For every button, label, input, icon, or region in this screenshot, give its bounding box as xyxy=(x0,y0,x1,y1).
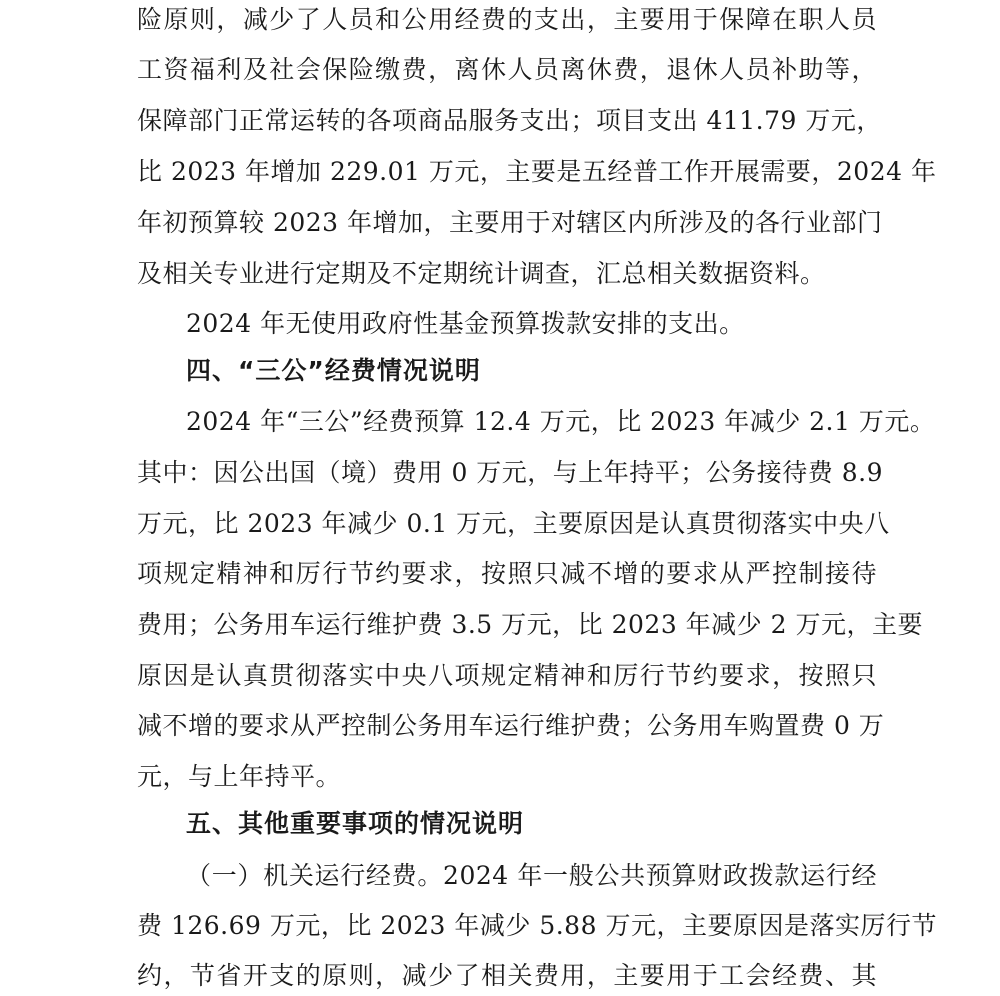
paragraph-line: 元，与上年持平。 xyxy=(137,762,342,791)
paragraph-line: 年初预算较 2023 年增加，主要用于对辖区内所涉及的各行业部门 xyxy=(137,208,883,237)
paragraph-line: 保障部门正常运转的各项商品服务支出；项目支出 411.79 万元， xyxy=(137,106,882,135)
paragraph-line: 项规定精神和厉行节约要求，按照只减不增的要求从严控制接待 xyxy=(137,559,877,588)
paragraph-line: 2024 年无使用政府性基金预算拨款安排的支出。 xyxy=(186,309,745,338)
paragraph-line: 及相关专业进行定期及不定期统计调查，汇总相关数据资料。 xyxy=(137,259,826,288)
paragraph-line: 工资福利及社会保险缴费，离休人员离休费，退休人员补助等， xyxy=(137,55,877,84)
paragraph-line: 比 2023 年增加 229.01 万元，主要是五经普工作开展需要，2024 年 xyxy=(137,157,937,186)
paragraph-line: 费用；公务用车运行维护费 3.5 万元，比 2023 年减少 2 万元，主要 xyxy=(137,610,923,639)
paragraph-line: 约，节省开支的原则，减少了相关费用，主要用于工会经费、其 xyxy=(137,961,877,990)
paragraph-line: 万元，比 2023 年减少 0.1 万元，主要原因是认真贯彻落实中央八 xyxy=(137,509,890,538)
section-heading: 五、其他重要事项的情况说明 xyxy=(186,809,525,838)
paragraph-line: 原因是认真贯彻落实中央八项规定精神和厉行节约要求，按照只 xyxy=(137,661,877,690)
section-heading: 四、“三公”经费情况说明 xyxy=(186,356,481,385)
paragraph-line: 费 126.69 万元，比 2023 年减少 5.88 万元，主要原因是落实厉行节 xyxy=(137,911,937,940)
paragraph-line: （一）机关运行经费。2024 年一般公共预算财政拨款运行经 xyxy=(186,861,877,890)
paragraph-line: 减不增的要求从严控制公务用车运行维护费；公务用车购置费 0 万 xyxy=(137,711,885,740)
paragraph-line: 其中：因公出国（境）费用 0 万元，与上年持平；公务接待费 8.9 xyxy=(137,458,884,487)
paragraph-line: 险原则，减少了人员和公用经费的支出，主要用于保障在职人员 xyxy=(137,5,877,34)
paragraph-line: 2024 年“三公”经费预算 12.4 万元，比 2023 年减少 2.1 万元。 xyxy=(186,407,936,436)
